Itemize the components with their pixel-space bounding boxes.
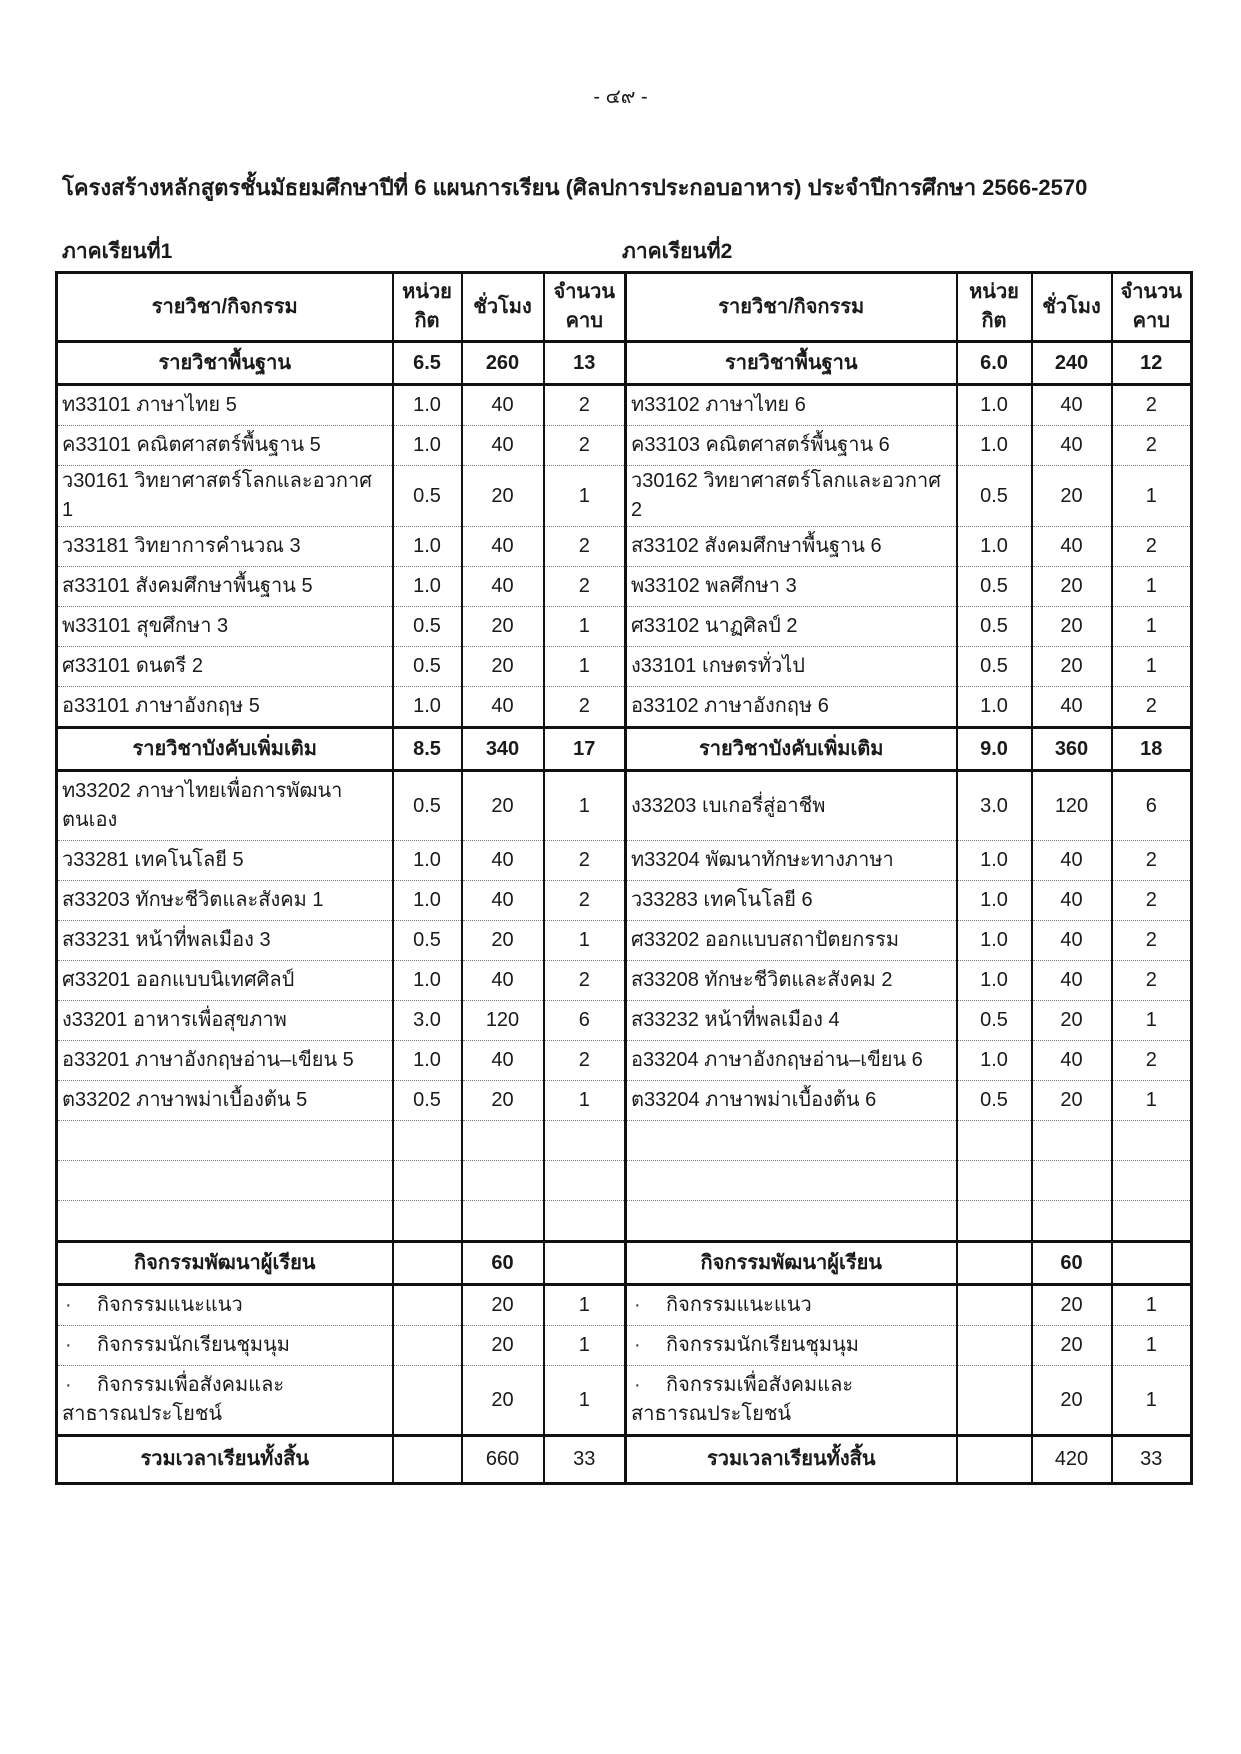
right-subject-cell: ง33203 เบเกอรี่สู่อาชีพ (626, 771, 957, 841)
empty-cell (393, 1201, 462, 1242)
table-row (57, 1201, 1192, 1242)
left-credit-cell: 0.5 (393, 771, 462, 841)
empty-cell (57, 1121, 393, 1161)
right-credit-cell: 0.5 (957, 567, 1032, 607)
left-subject-cell: ส33203 ทักษะชีวิตและสังคม 1 (57, 881, 393, 921)
right-credit-cell: 0.5 (957, 607, 1032, 647)
table-row (57, 687, 1192, 728)
table-row (57, 647, 1192, 687)
table-row (57, 426, 1192, 466)
left-subject-cell: ง33201 อาหารเพื่อสุขภาพ (57, 1001, 393, 1041)
left-subject-cell: ส33231 หน้าที่พลเมือง 3 (57, 921, 393, 961)
right-hours-cell: 120 (1032, 771, 1112, 841)
left-hours-cell: 40 (462, 567, 544, 607)
table-row (57, 1001, 1192, 1041)
right-subject-cell: ง33101 เกษตรทั่วไป (626, 647, 957, 687)
left-hours-cell: 40 (462, 1041, 544, 1081)
activity-line: · กิจกรรมนักเรียนชุมนุม (62, 1331, 388, 1360)
left-credit-cell: 3.0 (393, 1001, 462, 1041)
right-periods-cell: 1 (1112, 1285, 1192, 1326)
sem1-column-header-subject: รายวิชา/กิจกรรม (57, 273, 393, 342)
right-subject-cell: อ33102 ภาษาอังกฤษ 6 (626, 687, 957, 728)
right-subject-cell: ศ33102 นาฏศิลป์ 2 (626, 607, 957, 647)
table-row (57, 921, 1192, 961)
right-subject-cell (626, 1326, 957, 1366)
right-hours-cell: 360 (1032, 728, 1112, 771)
right-subject-cell: ส33208 ทักษะชีวิตและสังคม 2 (626, 961, 957, 1001)
left-hours-cell: 60 (462, 1242, 544, 1285)
right-periods-cell: 2 (1112, 527, 1192, 567)
right-subject-cell: ค33103 คณิตศาสตร์พื้นฐาน 6 (626, 426, 957, 466)
left-periods-cell: 2 (544, 687, 626, 728)
left-subject-cell: ท33202 ภาษาไทยเพื่อการพัฒนา ตนเอง (57, 771, 393, 841)
left-subject-cell: ว30161 วิทยาศาสตร์โลกและอวกาศ 1 (57, 466, 393, 527)
left-periods-cell: 2 (544, 1041, 626, 1081)
right-hours-cell: 420 (1032, 1436, 1112, 1484)
left-subject-cell: กิจกรรมพัฒนาผู้เรียน (57, 1242, 393, 1285)
table-row (57, 527, 1192, 567)
right-credit-cell: 3.0 (957, 771, 1032, 841)
right-hours-cell: 60 (1032, 1242, 1112, 1285)
right-credit-cell: 1.0 (957, 385, 1032, 426)
table-row (57, 841, 1192, 881)
right-hours-cell: 20 (1032, 647, 1112, 687)
header-row (57, 273, 1192, 342)
left-credit-cell: 0.5 (393, 647, 462, 687)
right-subject-cell (626, 1285, 957, 1326)
left-hours-cell: 660 (462, 1436, 544, 1484)
left-hours-cell: 40 (462, 961, 544, 1001)
left-periods-cell: 2 (544, 841, 626, 881)
table-row (57, 1242, 1192, 1285)
right-periods-cell: 2 (1112, 426, 1192, 466)
table-row (57, 385, 1192, 426)
semester2-label: ภาคเรียนที่2 (622, 240, 733, 263)
left-credit-cell (393, 1326, 462, 1366)
right-credit-cell: 0.5 (957, 466, 1032, 527)
right-hours-cell: 20 (1032, 607, 1112, 647)
table-row (57, 1436, 1192, 1484)
right-credit-cell (957, 1366, 1032, 1436)
right-subject-cell: ศ33202 ออกแบบสถาปัตยกรรม (626, 921, 957, 961)
right-periods-cell: 1 (1112, 607, 1192, 647)
empty-cell (57, 1161, 393, 1201)
right-hours-cell: 20 (1032, 466, 1112, 527)
table-row (57, 1081, 1192, 1121)
left-subject-cell: รายวิชาพื้นฐาน (57, 342, 393, 385)
left-periods-cell: 2 (544, 527, 626, 567)
left-hours-cell: 40 (462, 527, 544, 567)
left-credit-cell: 1.0 (393, 841, 462, 881)
right-credit-cell: 1.0 (957, 841, 1032, 881)
bullet-icon: · (634, 1294, 641, 1316)
left-periods-cell: 2 (544, 426, 626, 466)
empty-cell (1032, 1201, 1112, 1242)
left-hours-cell: 20 (462, 1326, 544, 1366)
right-hours-cell: 20 (1032, 1326, 1112, 1366)
right-periods-cell: 18 (1112, 728, 1192, 771)
right-hours-cell: 40 (1032, 881, 1112, 921)
curriculum-table (55, 271, 1193, 1485)
table-row (57, 771, 1192, 841)
empty-cell (626, 1121, 957, 1161)
right-subject-cell: รายวิชาบังคับเพิ่มเติม (626, 728, 957, 771)
activity-line: · กิจกรรมแนะแนว (62, 1291, 388, 1320)
right-periods-cell: 33 (1112, 1436, 1192, 1484)
right-credit-cell: 1.0 (957, 881, 1032, 921)
left-credit-cell: 6.5 (393, 342, 462, 385)
right-periods-cell: 1 (1112, 1081, 1192, 1121)
right-hours-cell: 20 (1032, 1366, 1112, 1436)
page-number: - ๔๙ - (593, 86, 648, 108)
left-subject-cell (57, 1366, 393, 1436)
left-subject-cell: ศ33101 ดนตรี 2 (57, 647, 393, 687)
sem1-column-header-hours: ชั่วโมง (462, 273, 544, 342)
left-credit-cell: 0.5 (393, 1081, 462, 1121)
left-credit-cell: 1.0 (393, 385, 462, 426)
left-periods-cell: 2 (544, 385, 626, 426)
right-periods-cell: 1 (1112, 567, 1192, 607)
right-credit-cell: 1.0 (957, 921, 1032, 961)
left-credit-cell: 0.5 (393, 607, 462, 647)
empty-cell (393, 1161, 462, 1201)
right-periods-cell: 2 (1112, 881, 1192, 921)
table-row (57, 1121, 1192, 1161)
bullet-icon: · (634, 1374, 641, 1396)
right-hours-cell: 20 (1032, 1285, 1112, 1326)
right-credit-cell: 1.0 (957, 687, 1032, 728)
right-hours-cell: 40 (1032, 385, 1112, 426)
right-subject-cell: รายวิชาพื้นฐาน (626, 342, 957, 385)
table-row (57, 1366, 1192, 1436)
left-hours-cell: 40 (462, 881, 544, 921)
right-hours-cell: 240 (1032, 342, 1112, 385)
left-subject-cell: ว33281 เทคโนโลยี 5 (57, 841, 393, 881)
left-subject-cell: อ33101 ภาษาอังกฤษ 5 (57, 687, 393, 728)
sem1-column-header-periods: จำนวน คาบ (544, 273, 626, 342)
left-periods-cell: 2 (544, 961, 626, 1001)
right-credit-cell: 0.5 (957, 1001, 1032, 1041)
empty-cell (626, 1201, 957, 1242)
left-periods-cell: 1 (544, 1366, 626, 1436)
right-credit-cell (957, 1242, 1032, 1285)
left-hours-cell: 40 (462, 385, 544, 426)
empty-cell (1112, 1161, 1192, 1201)
table-row (57, 342, 1192, 385)
right-subject-cell: ส33102 สังคมศึกษาพื้นฐาน 6 (626, 527, 957, 567)
right-hours-cell: 20 (1032, 1081, 1112, 1121)
left-periods-cell: 13 (544, 342, 626, 385)
right-subject-cell: กิจกรรมพัฒนาผู้เรียน (626, 1242, 957, 1285)
left-subject-cell: พ33101 สุขศึกษา 3 (57, 607, 393, 647)
empty-cell (1032, 1161, 1112, 1201)
left-periods-cell: 1 (544, 771, 626, 841)
activity-line: · กิจกรรมนักเรียนชุมนุม (631, 1331, 952, 1360)
bullet-icon: · (65, 1294, 72, 1316)
left-hours-cell: 260 (462, 342, 544, 385)
left-credit-cell (393, 1242, 462, 1285)
left-hours-cell: 20 (462, 921, 544, 961)
sem2-column-header-hours: ชั่วโมง (1032, 273, 1112, 342)
left-credit-cell (393, 1436, 462, 1484)
sem1-column-header-credit: หน่วย กิต (393, 273, 462, 342)
semester-labels (62, 235, 1241, 265)
left-subject-cell: รวมเวลาเรียนทั้งสิ้น (57, 1436, 393, 1484)
right-credit-cell: 0.5 (957, 1081, 1032, 1121)
activity-line: · กิจกรรมเพื่อสังคมและ (62, 1371, 388, 1400)
empty-cell (57, 1201, 393, 1242)
left-subject-cell: อ33201 ภาษาอังกฤษอ่าน–เขียน 5 (57, 1041, 393, 1081)
right-periods-cell: 6 (1112, 771, 1192, 841)
empty-cell (462, 1121, 544, 1161)
right-credit-cell (957, 1285, 1032, 1326)
right-credit-cell (957, 1436, 1032, 1484)
right-periods-cell: 2 (1112, 921, 1192, 961)
activity-line: สาธารณประโยชน์ (631, 1403, 792, 1425)
left-credit-cell: 1.0 (393, 687, 462, 728)
right-subject-cell: ท33204 พัฒนาทักษะทางภาษา (626, 841, 957, 881)
empty-cell (544, 1161, 626, 1201)
left-hours-cell: 20 (462, 466, 544, 527)
left-hours-cell: 20 (462, 647, 544, 687)
empty-cell (1032, 1121, 1112, 1161)
left-credit-cell: 1.0 (393, 426, 462, 466)
table-header (57, 273, 1192, 342)
semester1-label: ภาคเรียนที่1 (62, 240, 173, 263)
left-hours-cell: 20 (462, 771, 544, 841)
left-periods-cell: 2 (544, 567, 626, 607)
right-subject-cell: รวมเวลาเรียนทั้งสิ้น (626, 1436, 957, 1484)
left-subject-cell: ต33202 ภาษาพม่าเบื้องต้น 5 (57, 1081, 393, 1121)
left-periods-cell: 1 (544, 921, 626, 961)
left-hours-cell: 40 (462, 841, 544, 881)
right-hours-cell: 40 (1032, 426, 1112, 466)
right-hours-cell: 20 (1032, 567, 1112, 607)
left-subject-cell: รายวิชาบังคับเพิ่มเติม (57, 728, 393, 771)
table-row (57, 728, 1192, 771)
right-periods-cell: 2 (1112, 841, 1192, 881)
empty-cell (626, 1161, 957, 1201)
empty-cell (957, 1161, 1032, 1201)
right-credit-cell: 1.0 (957, 426, 1032, 466)
left-hours-cell: 20 (462, 1285, 544, 1326)
right-periods-cell: 2 (1112, 1041, 1192, 1081)
sem2-column-header-credit: หน่วย กิต (957, 273, 1032, 342)
right-subject-cell: ส33232 หน้าที่พลเมือง 4 (626, 1001, 957, 1041)
left-subject-cell: ส33101 สังคมศึกษาพื้นฐาน 5 (57, 567, 393, 607)
right-periods-cell: 1 (1112, 1001, 1192, 1041)
left-hours-cell: 20 (462, 1366, 544, 1436)
sem2-column-header-periods: จำนวน คาบ (1112, 273, 1192, 342)
left-periods-cell (544, 1242, 626, 1285)
left-subject-cell: ศ33201 ออกแบบนิเทศศิลป์ (57, 961, 393, 1001)
empty-cell (544, 1201, 626, 1242)
table-row (57, 466, 1192, 527)
left-credit-cell: 0.5 (393, 466, 462, 527)
activity-line: · กิจกรรมเพื่อสังคมและ (631, 1371, 952, 1400)
right-periods-cell: 1 (1112, 647, 1192, 687)
right-credit-cell: 1.0 (957, 527, 1032, 567)
right-credit-cell: 0.5 (957, 647, 1032, 687)
right-hours-cell: 40 (1032, 687, 1112, 728)
right-periods-cell: 2 (1112, 385, 1192, 426)
right-credit-cell: 6.0 (957, 342, 1032, 385)
right-subject-cell: ว33283 เทคโนโลยี 6 (626, 881, 957, 921)
table-row (57, 1326, 1192, 1366)
right-subject-cell (626, 1366, 957, 1436)
right-periods-cell: 1 (1112, 1326, 1192, 1366)
left-hours-cell: 20 (462, 607, 544, 647)
left-periods-cell: 17 (544, 728, 626, 771)
left-subject-cell: ท33101 ภาษาไทย 5 (57, 385, 393, 426)
left-periods-cell: 33 (544, 1436, 626, 1484)
left-credit-cell (393, 1366, 462, 1436)
left-hours-cell: 20 (462, 1081, 544, 1121)
table-row (57, 607, 1192, 647)
left-periods-cell: 1 (544, 1081, 626, 1121)
table-row (57, 1285, 1192, 1326)
right-periods-cell: 2 (1112, 687, 1192, 728)
right-periods-cell: 1 (1112, 1366, 1192, 1436)
table-row (57, 881, 1192, 921)
left-subject-cell: ค33101 คณิตศาสตร์พื้นฐาน 5 (57, 426, 393, 466)
right-subject-cell: ต33204 ภาษาพม่าเบื้องต้น 6 (626, 1081, 957, 1121)
left-credit-cell: 1.0 (393, 527, 462, 567)
right-credit-cell: 1.0 (957, 1041, 1032, 1081)
empty-cell (957, 1121, 1032, 1161)
left-periods-cell: 2 (544, 881, 626, 921)
left-credit-cell (393, 1285, 462, 1326)
right-hours-cell: 40 (1032, 527, 1112, 567)
right-credit-cell: 1.0 (957, 961, 1032, 1001)
left-subject-cell (57, 1326, 393, 1366)
empty-cell (544, 1121, 626, 1161)
right-periods-cell: 1 (1112, 466, 1192, 527)
left-periods-cell: 1 (544, 466, 626, 527)
activity-line: · กิจกรรมแนะแนว (631, 1291, 952, 1320)
right-subject-cell: พ33102 พลศึกษา 3 (626, 567, 957, 607)
empty-cell (957, 1201, 1032, 1242)
activity-line: สาธารณประโยชน์ (62, 1403, 223, 1425)
right-credit-cell: 9.0 (957, 728, 1032, 771)
right-credit-cell (957, 1326, 1032, 1366)
empty-cell (462, 1161, 544, 1201)
right-hours-cell: 20 (1032, 1001, 1112, 1041)
table-body (57, 342, 1192, 1484)
right-hours-cell: 40 (1032, 961, 1112, 1001)
left-credit-cell: 8.5 (393, 728, 462, 771)
right-periods-cell: 2 (1112, 961, 1192, 1001)
left-hours-cell: 40 (462, 687, 544, 728)
right-periods-cell: 12 (1112, 342, 1192, 385)
left-hours-cell: 40 (462, 426, 544, 466)
left-periods-cell: 1 (544, 607, 626, 647)
sem2-column-header-subject: รายวิชา/กิจกรรม (626, 273, 957, 342)
right-hours-cell: 40 (1032, 841, 1112, 881)
bullet-icon: · (634, 1334, 641, 1356)
left-credit-cell: 1.0 (393, 881, 462, 921)
left-periods-cell: 1 (544, 1285, 626, 1326)
empty-cell (462, 1201, 544, 1242)
document-title: โครงสร้างหลักสูตรชั้นมัธยมศึกษาปีที่ 6 แผนการเรียน (ศิลปการประกอบอาหาร) ประจำปีการศึกษา 2566-2570 (62, 175, 1088, 200)
empty-cell (1112, 1201, 1192, 1242)
table-row (57, 1161, 1192, 1201)
left-credit-cell: 0.5 (393, 921, 462, 961)
right-subject-cell: ท33102 ภาษาไทย 6 (626, 385, 957, 426)
bullet-icon: · (65, 1374, 72, 1396)
left-subject-cell: ว33181 วิทยาการคำนวณ 3 (57, 527, 393, 567)
left-credit-cell: 1.0 (393, 567, 462, 607)
table-row (57, 1041, 1192, 1081)
left-periods-cell: 1 (544, 647, 626, 687)
table-row (57, 961, 1192, 1001)
left-periods-cell: 6 (544, 1001, 626, 1041)
right-hours-cell: 40 (1032, 921, 1112, 961)
bullet-icon: · (65, 1334, 72, 1356)
empty-cell (393, 1121, 462, 1161)
right-periods-cell (1112, 1242, 1192, 1285)
left-hours-cell: 340 (462, 728, 544, 771)
left-credit-cell: 1.0 (393, 1041, 462, 1081)
right-subject-cell: ว30162 วิทยาศาสตร์โลกและอวกาศ 2 (626, 466, 957, 527)
right-hours-cell: 40 (1032, 1041, 1112, 1081)
left-subject-cell (57, 1285, 393, 1326)
left-credit-cell: 1.0 (393, 961, 462, 1001)
left-periods-cell: 1 (544, 1326, 626, 1366)
empty-cell (1112, 1121, 1192, 1161)
left-hours-cell: 120 (462, 1001, 544, 1041)
right-subject-cell: อ33204 ภาษาอังกฤษอ่าน–เขียน 6 (626, 1041, 957, 1081)
table-row (57, 567, 1192, 607)
